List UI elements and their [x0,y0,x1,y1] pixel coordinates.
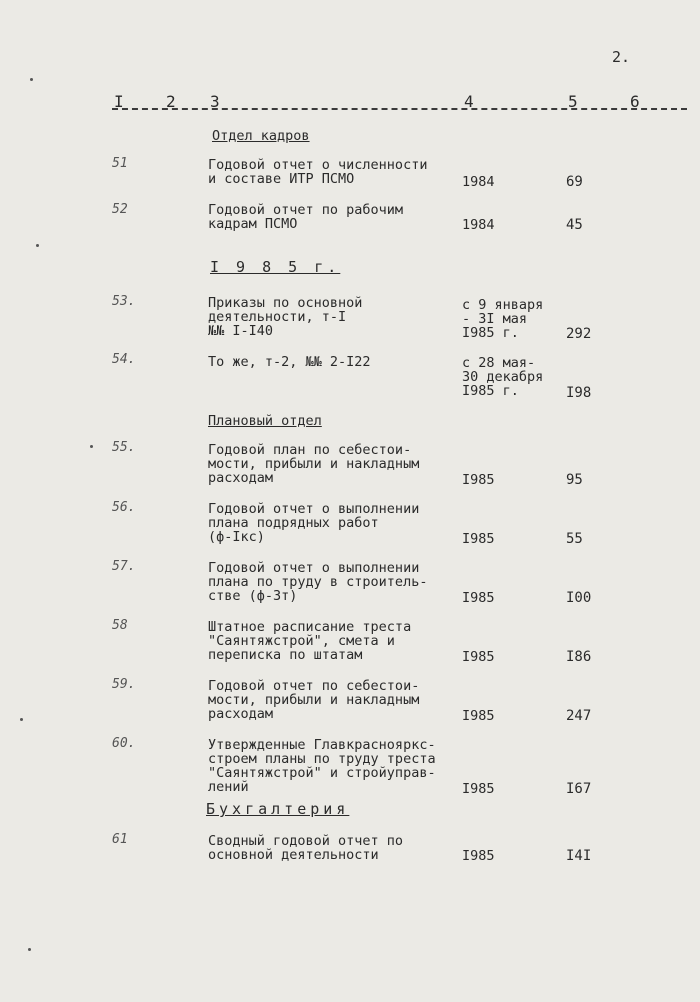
item-sheets: 45 [566,217,583,233]
item-number: 58 [112,618,128,633]
item-number: 55. [112,440,136,455]
item-date: I985 [462,531,495,547]
column-header: I [114,92,124,111]
item-sheets: 292 [566,326,592,342]
item-title: То же, т-2, №№ 2-I22 [208,354,371,370]
column-header: 3 [210,92,220,111]
item-title: Годовой отчет по рабочим кадрам ПСМО [208,202,404,232]
item-number: 60. [112,736,136,751]
paper-speck [30,78,33,81]
item-date: I985 [462,781,495,797]
item-title: Сводный годовой отчет по основной деятельности [208,833,404,863]
item-title: Годовой отчет по себестои- мости, прибыли и накладным расходам [208,678,420,722]
item-sheets: I00 [566,590,592,606]
item-title: Годовой отчет о выполнении плана подрядных работ (ф-Iкс) [208,501,420,545]
section-heading: Отдел кадров [212,128,310,144]
item-date: с 9 января - 3I мая I985 г. [462,297,544,341]
item-title: Годовой отчет о выполнении плана по труду в строитель- стве (ф-3т) [208,560,428,604]
item-number: 54. [112,352,136,367]
item-title: Штатное расписание треста "Саянтяжстрой", смета и переписка по штатам [208,619,412,663]
section-heading: I 9 8 5 г. [210,258,341,276]
item-sheets: 55 [566,531,583,547]
item-sheets: I4I [566,848,592,864]
item-title: Годовой отчет о численности и составе ИТР ПСМО [208,157,428,187]
item-date: I985 [462,848,495,864]
section-heading: Плановый отдел [208,413,322,429]
item-number: 61 [112,832,128,847]
paper-speck [20,718,23,721]
item-sheets: I98 [566,385,592,401]
column-header: 5 [568,92,578,111]
item-date: 1984 [462,217,495,233]
header-dashed-line [112,108,687,110]
item-number: 59. [112,677,136,692]
item-date: I985 [462,649,495,665]
item-sheets: 95 [566,472,583,488]
item-sheets: I86 [566,649,592,665]
item-number: 51 [112,156,128,171]
item-sheets: 247 [566,708,592,724]
item-number: 52 [112,202,128,217]
item-date: I985 [462,708,495,724]
paper-speck [90,445,93,448]
item-title: Годовой план по себестои- мости, прибыли и накладным расходам [208,442,420,486]
item-title: Приказы по основной деятельности, т-I №№ I-I40 [208,295,363,339]
item-date: 1984 [462,174,495,190]
column-header: 6 [630,92,640,111]
item-number: 57. [112,559,136,574]
section-heading: Бухгалтерия [206,800,350,818]
column-header: 2 [166,92,176,111]
paper-speck [28,948,31,951]
item-date: с 28 мая- 30 декабря I985 г. [462,355,544,399]
item-date: I985 [462,472,495,488]
paper-speck [36,244,39,247]
item-date: I985 [462,590,495,606]
item-sheets: 69 [566,174,583,190]
item-title: Утвержденные Главкраснояркс- строем планы по труду треста "Саянтяжстрой" и стройуправ- лений [208,737,436,795]
column-header: 4 [464,92,474,111]
item-number: 53. [112,294,136,309]
item-sheets: I67 [566,781,592,797]
page-number: 2. [612,48,631,66]
column-header-row [0,92,700,114]
item-number: 56. [112,500,136,515]
